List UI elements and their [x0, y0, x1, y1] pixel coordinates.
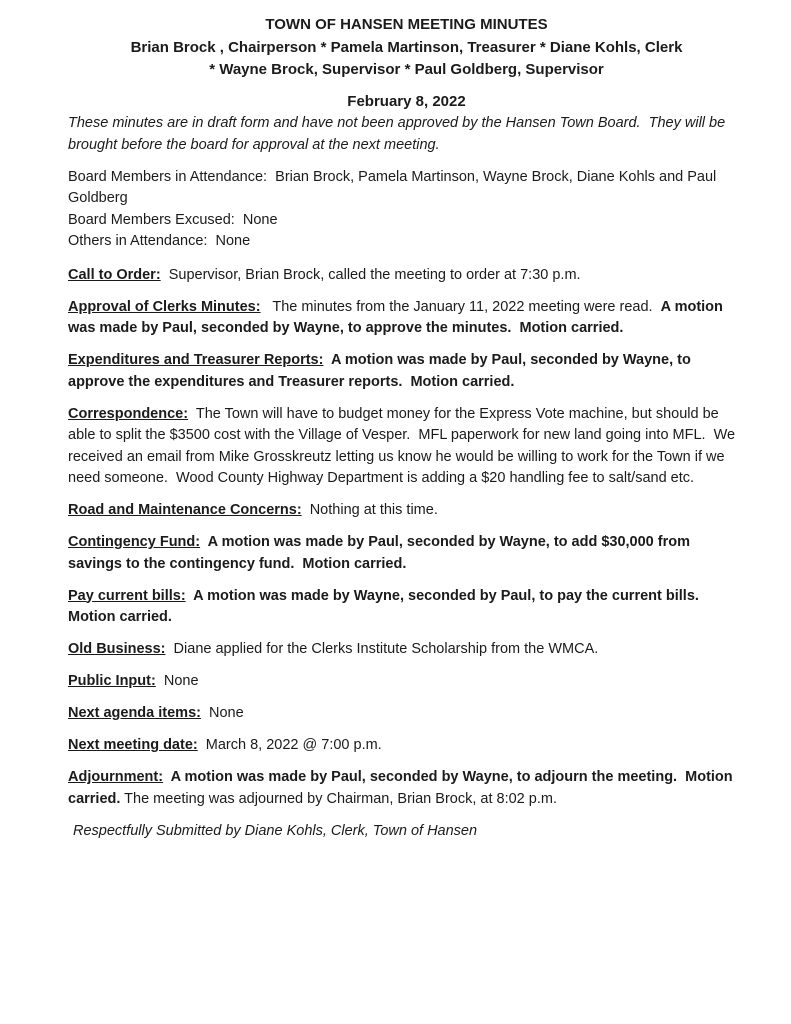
- board-members-in-attendance: Board Members in Attendance: Brian Brock, Pamela Martinson, Wayne Brock, Diane Kohls and Paul Goldberg: [68, 168, 721, 206]
- section-text: March 8, 2022 @ 7:00 p.m.: [197, 737, 382, 753]
- section-public-input: [68, 671, 745, 693]
- section-contingency-fund: [68, 532, 745, 575]
- meeting-date: February 8, 2022: [347, 92, 466, 110]
- section-heading: Public Input:: [68, 673, 156, 689]
- section-heading: Old Business:: [68, 641, 166, 657]
- section-heading: Approval of Clerks Minutes:: [68, 298, 261, 315]
- section-motion-text: A motion was made by Paul, seconded by Wayne, to add $30,000 from savings to the contingency fund. Motion carried.: [68, 534, 695, 572]
- document-body: [68, 113, 745, 842]
- section-approval-of-clerks-minutes: [68, 297, 745, 340]
- document-title: TOWN OF HANSEN MEETING MINUTES: [265, 16, 548, 33]
- section-old-business: [68, 639, 745, 661]
- section-heading: Adjournment:: [68, 769, 164, 785]
- section-text: The minutes from the January 11, 2022 meeting were read.: [260, 298, 661, 315]
- section-next-meeting-date: [68, 735, 745, 757]
- section-heading: Expenditures and Treasurer Reports:: [68, 352, 324, 368]
- section-text: None: [155, 673, 199, 689]
- section-text: Diane applied for the Clerks Institute Scholarship from the WMCA.: [165, 641, 599, 657]
- section-motion-text: A motion was made by Paul, seconded by Wayne, to approve the expenditures and Treasurer reports. Motion carried.: [68, 352, 695, 390]
- section-correspondence: [68, 404, 745, 490]
- officers-line-2: * Wayne Brock, Supervisor * Paul Goldberg, Supervisor: [209, 61, 604, 78]
- document-header: [68, 14, 745, 113]
- section-heading: Road and Maintenance Concerns:: [68, 502, 302, 518]
- section-call-to-order: [68, 265, 745, 287]
- others-in-attendance: Others in Attendance: None: [68, 233, 251, 249]
- section-adjournment: [68, 767, 745, 810]
- attendance-block: [68, 167, 745, 253]
- section-motion-text: A motion was made by Paul, seconded by Wayne, to adjourn the meeting. Motion carried.: [68, 769, 737, 807]
- section-heading: Call to Order:: [68, 266, 161, 283]
- section-heading: Next meeting date:: [68, 737, 198, 753]
- section-text: None: [200, 705, 244, 721]
- section-heading: Next agenda items:: [68, 705, 201, 721]
- section-text: Nothing at this time.: [301, 502, 438, 518]
- section-road-and-maintenance-concerns: [68, 500, 745, 522]
- section-expenditures-and-treasurer-reports: [68, 350, 745, 393]
- board-members-excused: Board Members Excused: None: [68, 211, 278, 228]
- draft-notice: These minutes are in draft form and have not been approved by the Hansen Town Board. They will be brought before the board for approval at the next meeting.: [68, 115, 730, 153]
- section-motion-text: A motion was made by Paul, seconded by Wayne, to approve the minutes. Motion carried.: [68, 298, 727, 336]
- section-heading: Correspondence:: [68, 405, 189, 422]
- section-text: The meeting was adjourned by Chairman, Brian Brock, at 8:02 p.m.: [120, 790, 557, 807]
- officers-line-1: Brian Brock , Chairperson * Pamela Martinson, Treasurer * Diane Kohls, Clerk: [130, 38, 683, 56]
- section-motion-text: A motion was made by Wayne, seconded by Paul, to pay the current bills. Motion carried.: [68, 587, 707, 625]
- signature-line: Respectfully Submitted by Diane Kohls, Clerk, Town of Hansen: [73, 822, 478, 839]
- section-next-agenda-items: [68, 703, 745, 725]
- section-text: The Town will have to budget money for the Express Vote machine, but should be able to split the $3500 cost with the Village of Vesper. MFL paperwork for new land going into MFL. We received an email from Mike Grosskreutz letting us know he would be willing to work for the Town if we need someone. Wood County Highway Department is adding a $20 handling fee to salt/sand etc.: [68, 405, 740, 486]
- section-heading: Pay current bills:: [68, 587, 186, 604]
- section-text: Supervisor, Brian Brock, called the meeting to order at 7:30 p.m.: [160, 266, 581, 283]
- section-heading: Contingency Fund:: [68, 534, 201, 550]
- section-pay-current-bills: [68, 586, 745, 629]
